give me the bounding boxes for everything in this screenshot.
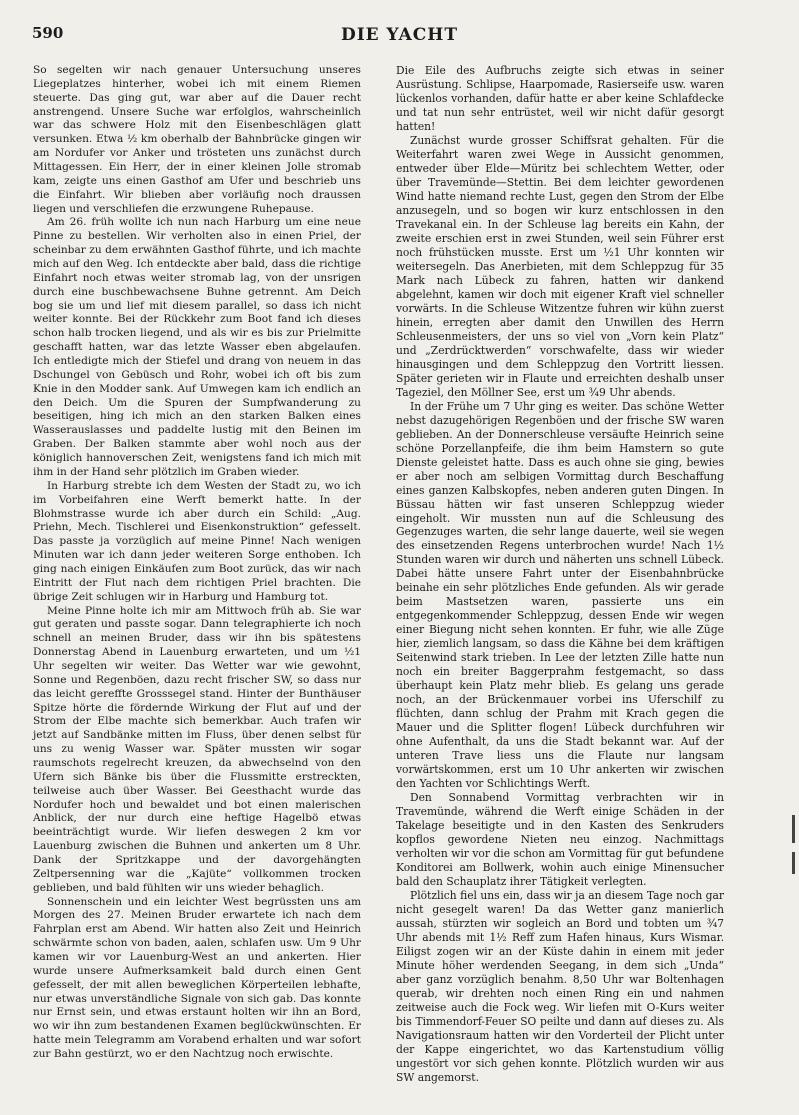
left-column [33, 64, 361, 1062]
binding-mark [792, 815, 795, 843]
right-paragraph-4: Den Sonnabend Vormittag verbrachten wir in Travemünde, während die Werft einige Schäden in der Takelage beseitigte und in den Kasten des Senkruders kopflos gewordene Nieten neu einzog. Nachmittags verholten wir vor die schon am Vormittag für gut befundene Konditorei am Bollwerk, wohin auch einige Minensucher bald den Schauplatz ihrer Tätigkeit verlegten. [396, 791, 724, 889]
left-paragraph-2: Am 26. früh wollte ich nun nach Harburg um eine neue Pinne zu bestellen. Wir verholten also in einen Priel, der scheinbar zu dem erwähnten Gasthof führte, und ich machte mich auf den Weg. Ich entdeckte aber bald, dass die richtige Einfahrt noch etwas weiter stromab lag, von der unsrigen durch eine buschbewachsene Buhne getrennt. Am Deich bog sie um und lief mit diesem parallel, so dass ich nicht weiter konnte. Bei der Rückkehr zum Boot fand ich dieses schon halb trocken liegend, und als wir es bis zur Prielmitte geschafft hatten, war das letzte Wasser eben abgelaufen. Ich entledigte mich der Stiefel und drang von neuem in das Dschungel von Gebüsch und Rohr, wobei ich oft bis zum Knie in den Modder sank. Auf Umwegen kam ich endlich an den Deich. Um die Spuren der Sumpfwanderung zu beseitigen, hing ich mich an den starken Balken eines Wasserauslasses und paddelte lustig mit den Beinen im Graben. Der Balken stammte aber wohl noch aus der königlich hannoverschen Zeit, wenigstens fand ich mich mit ihm in der Hand sehr plötzlich im Graben wieder. [33, 216, 361, 478]
left-paragraph-3: In Harburg strebte ich dem Westen der Stadt zu, wo ich im Vorbeifahren eine Werft bemerkt hatte. In der Blohmstrasse wurde ich aber durch ein Schild: „Aug. Priehn, Mech. Tischlerei und Eisenkonstruktion“ gefesselt. Das passte ja vorzüglich auf meine Pinne! Nach wenigen Minuten war ich dann jeder weiteren Sorge enthoben. Ich ging nach einigen Einkäufen zum Boot zurück, das wir nach Eintritt der Flut nach dem richtigen Priel brachten. Die übrige Zeit schlugen wir in Harburg und Hamburg tot. [33, 479, 361, 603]
left-paragraph-1: So segelten wir nach genauer Untersuchung unseres Liegeplatzes hinterher, wobei ich mit einem Riemen steuerte. Das ging gut, war aber auf die Dauer recht anstrengend. Unsere Suche war erfolglos, wahrscheinlich war das schwere Holz mit den Eisenbeschlägen glatt versunken. Etwa ½ km oberhalb der Bahnbrücke gingen wir am Nordufer vor Anker und trösteten uns zunächst durch Mittagessen. Ein Herr, der in einer kleinen Jolle stromab kam, zeigte uns einen Gasthof am Ufer und beschrieb uns die Einfahrt. Wir blieben aber vorläufig noch draussen liegen und verschliefen die erzwungene Ruhepause. [33, 64, 361, 215]
journal-title: DIE YACHT [340, 25, 459, 45]
right-paragraph-3: In der Frühe um 7 Uhr ging es weiter. Das schöne Wetter nebst dazugehörigen Regenböen und der frische SW waren geblieben. An der Donnerschleuse versäufte Heinrich seine schöne Porzellanpfeife, die ihm beim Hamstern so gute Dienste geleistet hatte. Dass es auch ohne sie ging, bewies er aber noch am selbigen Vormittag durch Beschaffung eines ganzen Kalbskopfes, neben anderen guten Dingen. In Büssau hätten wir fast unseren Schleppzug wieder eingeholt. Wir mussten nun auf die Schleusung des Gegenzuges warten, die sehr lange dauerte, weil sie wegen des einsetzenden Regens unterbrochen wurde! Nach 1½ Stunden waren wir durch und näherten uns schnell Lübeck. Dabei hätte unsere Fahrt unter der Eisenbahnbrücke beinahe ein sehr plötzliches Ende gefunden. Als wir gerade beim Mastsetzen waren, passierte uns ein entgegenkommender Schleppzug, dessen Ende wir wegen einer Biegung nicht sehen konnten. Er fuhr, wie alle Züge hier, ziemlich langsam, so dass die Kähne bei dem kräftigen Seitenwind stark trieben. In Lee der letzten Zille hatte nun noch ein breiter Baggerprahm festgemacht, so dass überhaupt kein Platz mehr blieb. Es gelang uns gerade noch, an der Brückenmauer vorbei ins Uferschilf zu flüchten, dann schlug der Prahm mit Krach gegen die Mauer und die Splitter flogen! Lübeck durchfuhren wir ohne Aufenthalt, da uns die Stadt bekannt war. Auf der unteren Trave liess uns die Flaute nur langsam vorwärtskommen, erst um 10 Uhr ankerten wir zwischen den Yachten vor Schlichtings Werft. [396, 399, 724, 791]
binding-mark [792, 852, 795, 874]
right-column [396, 64, 724, 1085]
right-paragraph-5: Plötzlich fiel uns ein, dass wir ja an diesem Tage noch gar nicht gesegelt waren! Da das Wetter ganz manierlich aussah, stürzten wir sogleich an Bord und tobten um ¾7 Uhr abends mit 1½ Reff zum Hafen hinaus, Kurs Wismar. Eiligst zogen wir an der Küste dahin in einem mit jeder Minute höher werdenden Seegang, in dem sich „Unda“ aber ganz vorzüglich benahm. 8,50 Uhr war Boltenhagen querab, wir drehten noch einen Ring ein und nahmen zeitweise auch die Fock weg. Wir liefen mit O-Kurs weiter bis Timmendorf-Feuer SO peilte und dann auf dieses zu. Als Navigationsraum hatten wir den Vorderteil der Plicht unter der Kappe eingerichtet, wo das Kartenstudium völlig ungestört vor sich gehen konnte. Plötzlich wurden wir aus SW angemorst. [396, 889, 724, 1084]
left-paragraph-5: Sonnenschein und ein leichter West begrüssten uns am Morgen des 27. Meinen Bruder erwartete ich nach dem Fahrplan erst am Abend. Wir hatten also Zeit und Heinrich schwärmte schon von baden, aalen, schlafen usw. Um 9 Uhr kamen wir vor Lauenburg-West an und ankerten. Hier wurde unsere Aufmerksamkeit bald durch einen Gent gefesselt, der mit allen beweglichen Körperteilen lebhafte, nur etwas unverständliche Signale von sich gab. Das konnte nur Ernst sein, und etwas erstaunt holten wir ihn an Bord, wo wir ihn zum bestandenen Examen beglückwünschten. Er hatte mein Telegramm am Vorabend erhalten und war sofort zur Bahn gestürzt, wo er den Nachtzug noch erwischte. [33, 895, 361, 1061]
right-paragraph-2: Zunächst wurde grosser Schiffsrat gehalten. Für die Weiterfahrt waren zwei Wege in Aussicht genommen, entweder über Elde—Müritz bei schlechtem Wetter, oder über Travemünde—Stettin. Bei dem leichter gewordenen Wind hatte niemand rechte Lust, gegen den Strom der Elbe anzusegeln, und so bogen wir kurz entschlossen in den Travekanal ein. In der Schleuse lag bereits ein Kahn, der zweite erschien erst in zwei Stunden, weil sein Führer erst noch frühstücken musste. Erst um ½1 Uhr konnten wir weitersegeln. Das Anerbieten, mit dem Schleppzug für 35 Mark nach Lübeck zu fahren, hatten wir dankend abgelehnt, kamen wir doch mit eigener Kraft viel schneller vorwärts. In die Schleuse Witzentze fuhren wir kühn zuerst hinein, erregten aber damit den Unwillen des Herrn Schleusenmeisters, der uns so viel von „Vorn kein Platz“ und „Zerdrücktwerden“ vorschwafelte, dass wir wieder hinausgingen und dem Schleppzug den Vortritt liessen. Später gerieten wir in Flaute und erreichten deshalb unser Tageziel, den Möllner See, erst um ¾9 Uhr abends. [396, 133, 724, 399]
page-number: 590 [32, 24, 64, 42]
left-paragraph-4: Meine Pinne holte ich mir am Mittwoch früh ab. Sie war gut geraten und passte sogar. Dann telegraphierte ich noch schnell an meinen Bruder, dass wir ihn bis spätestens Donnerstag Abend in Lauenburg erwarteten, und um ½1 Uhr segelten wir weiter. Das Wetter war wie gewohnt, Sonne und Regenböen, dazu recht frischer SW, so dass nur das leicht gereffte Grosssegel stand. Hinter der Bunthäuser Spitze hörte die fördernde Wirkung der Flut auf und der Strom der Elbe machte sich bemerkbar. Auch trafen wir jetzt auf Sandbänke mitten im Fluss, über denen selbst für uns zu wenig Wasser war. Später mussten wir sogar raumschots regelrecht kreuzen, da abwechselnd von den Ufern sich Bänke bis über die Flussmitte erstreckten, teilweise auch über Wasser. Bei Geesthacht wurde das Nordufer hoch und bewaldet und bot einen malerischen Anblick, der nur durch eine heftige Hagelbö etwas beeinträchtigt wurde. Wir liefen deswegen 2 km vor Lauenburg zwischen die Buhnen und ankerten um 8 Uhr. Dank der Spritzkappe und der davorgehängten Zeltpersenning war die „Kajüte“ vollkommen trocken geblieben, und bald fühlten wir uns wieder behaglich. [33, 604, 361, 894]
right-paragraph-1: Die Eile des Aufbruchs zeigte sich etwas in seiner Ausrüstung. Schlipse, Haarpomade, Rasierseife usw. waren lückenlos vorhanden, dafür hatte er aber keine Schlafdecke und tat nun sehr entrüstet, weil wir nicht dafür gesorgt hatten! [396, 64, 724, 133]
